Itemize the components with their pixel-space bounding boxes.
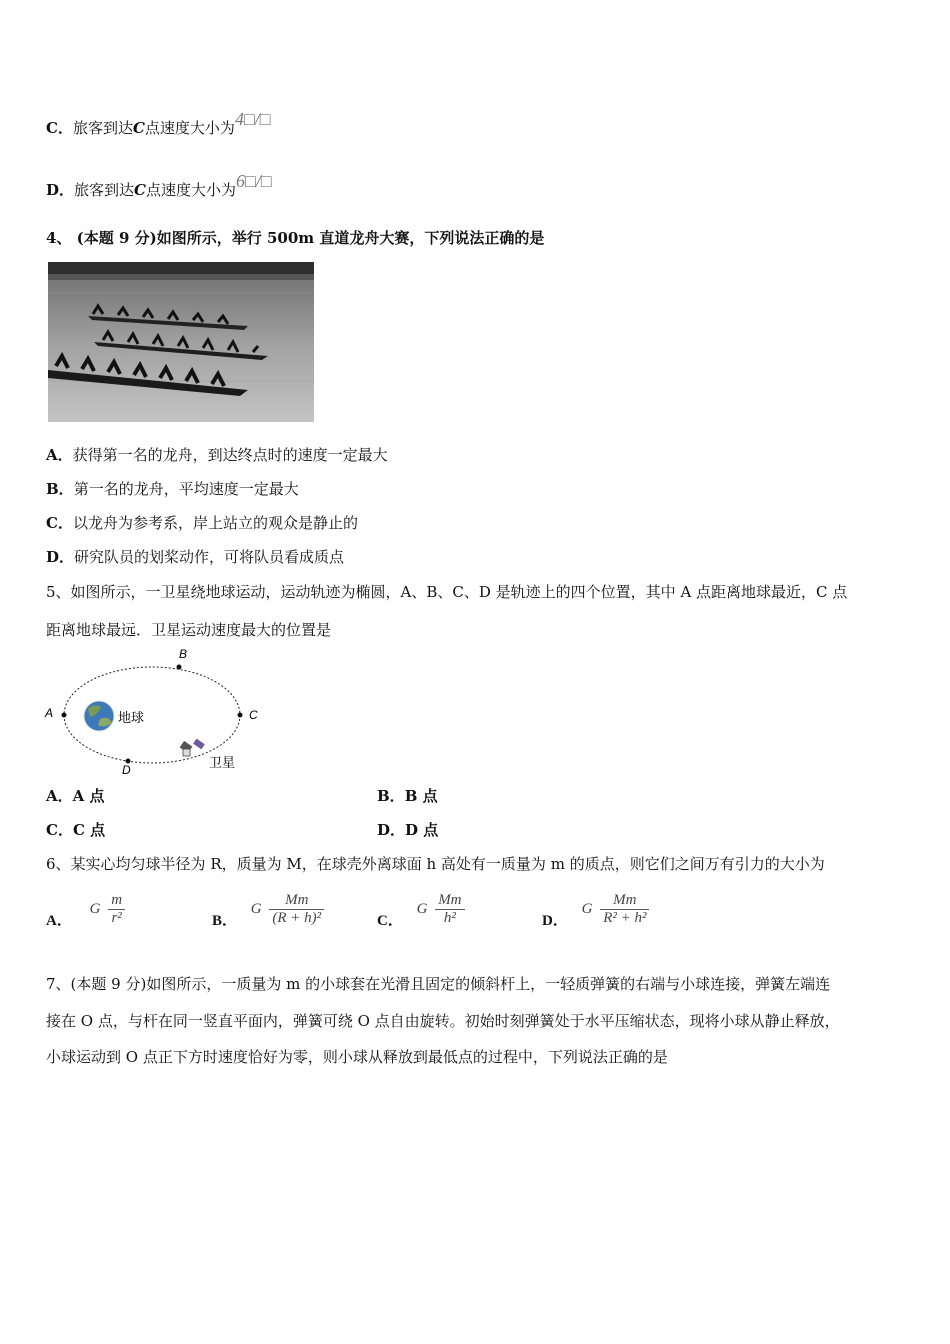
q6-option-c [377,892,465,927]
option-text: B 点 [404,787,438,805]
speed-value: 6□/□ [236,171,272,191]
q3-option-d [46,171,272,200]
gravity-constant: G [581,900,593,917]
speed-value: 4□/□ [234,109,271,129]
fraction [600,892,649,927]
denominator: h² [435,909,464,927]
dragon-boat-photo [48,262,314,422]
label-d: D [122,763,131,775]
option-label: C． [46,119,73,137]
gravity-constant: G [89,900,101,917]
q6-option-a [46,892,125,927]
point-c [238,713,243,718]
option-text: D 点 [405,821,439,839]
q4-option-a [46,445,388,465]
numerator: Mm [285,892,309,908]
fraction [435,892,464,927]
q4-option-d [46,547,344,567]
option-label: B． [212,912,238,929]
q4-stem: 4、 (本题 9 分)如图所示，举行 500m 直道龙舟大赛，下列说法正确的是 [46,229,545,247]
q7-line1: 7、(本题 9 分)如图所示，一质量为 m 的小球套在光滑且固定的倾斜杆上，一轻质弹簧的右端与小球连接，弹簧左端连 [46,975,831,993]
denominator: r² [108,909,125,927]
option-label: C． [46,514,73,532]
numerator: Mm [438,892,462,908]
q5-option-d [377,820,438,840]
earth-label: 地球 [118,711,145,726]
option-label: C． [46,821,73,839]
option-text: 旅客到达 [72,119,133,137]
option-text: 以龙舟为参考系，岸上站立的观众是静止的 [72,514,358,532]
satellite-label: 卫星 [209,756,236,771]
gravity-constant: G [416,900,428,917]
option-label: D． [46,181,75,199]
label-a: A [45,706,54,720]
point-label: C [132,119,145,137]
numerator: m [111,892,123,908]
option-text: 获得第一名的龙舟，到达终点时的速度一定最大 [72,446,388,464]
option-label: A． [46,787,73,805]
option-text: 点速度大小为 [145,181,236,199]
q5-option-a [46,786,105,806]
point-label: C [134,181,146,199]
option-label: A． [46,912,72,929]
q7-line2: 接在 O 点，与杆在同一竖直平面内，弹簧可绕 O 点自由旋转。初始时刻弹簧处于水平压缩状态，现将小球从静止释放， [46,1012,840,1030]
q5-option-b [377,786,438,806]
q6-option-d [542,892,649,927]
point-b [177,665,182,670]
gravity-constant: G [250,900,262,917]
q5-option-c [46,820,105,840]
orbit-diagram [38,645,268,775]
numerator: Mm [613,892,637,908]
q7-line3: 小球运动到 O 点正下方时速度恰好为零，则小球从释放到最低点的过程中，下列说法正确的是 [46,1048,668,1066]
q3-option-c [46,109,271,138]
option-label: B． [377,787,405,805]
option-text: C 点 [72,821,106,839]
q5-stem-line2: 距离地球最远．卫星运动速度最大的位置是 [46,621,332,639]
label-c: C [249,708,258,722]
option-text: A 点 [72,787,105,805]
q4-option-c [46,513,358,533]
denominator: (R + h)² [269,909,324,927]
fraction [108,892,125,927]
q5-stem-line1: 5、如图所示，一卫星绕地球运动，运动轨迹为椭圆，A、B、C、D 是轨迹上的四个位置，其中 A 点距离地球最近，C 点 [46,583,848,601]
option-label: D． [377,821,406,839]
point-a [62,713,67,718]
option-text: 第一名的龙舟，平均速度一定最大 [73,480,299,498]
denominator: R² + h² [600,909,649,927]
q4-option-b [46,479,299,499]
option-label: A． [46,446,73,464]
option-label: D． [46,548,75,566]
option-label: B． [46,480,74,498]
option-text: 研究队员的划桨动作，可将队员看成质点 [74,548,345,566]
satellite-icon [180,739,205,756]
fraction [269,892,324,927]
label-b: B [179,647,188,661]
q6-option-b [212,892,324,927]
option-label: D． [542,912,568,929]
q6-stem: 6、某实心均匀球半径为 R，质量为 M，在球壳外离球面 h 高处有一质量为 m 的质点，则它们之间万有引力的大小为 [46,855,825,873]
option-text: 旅客到达 [74,181,135,199]
option-label: C． [377,912,403,929]
earth-icon [84,701,114,731]
option-text: 点速度大小为 [144,119,235,137]
